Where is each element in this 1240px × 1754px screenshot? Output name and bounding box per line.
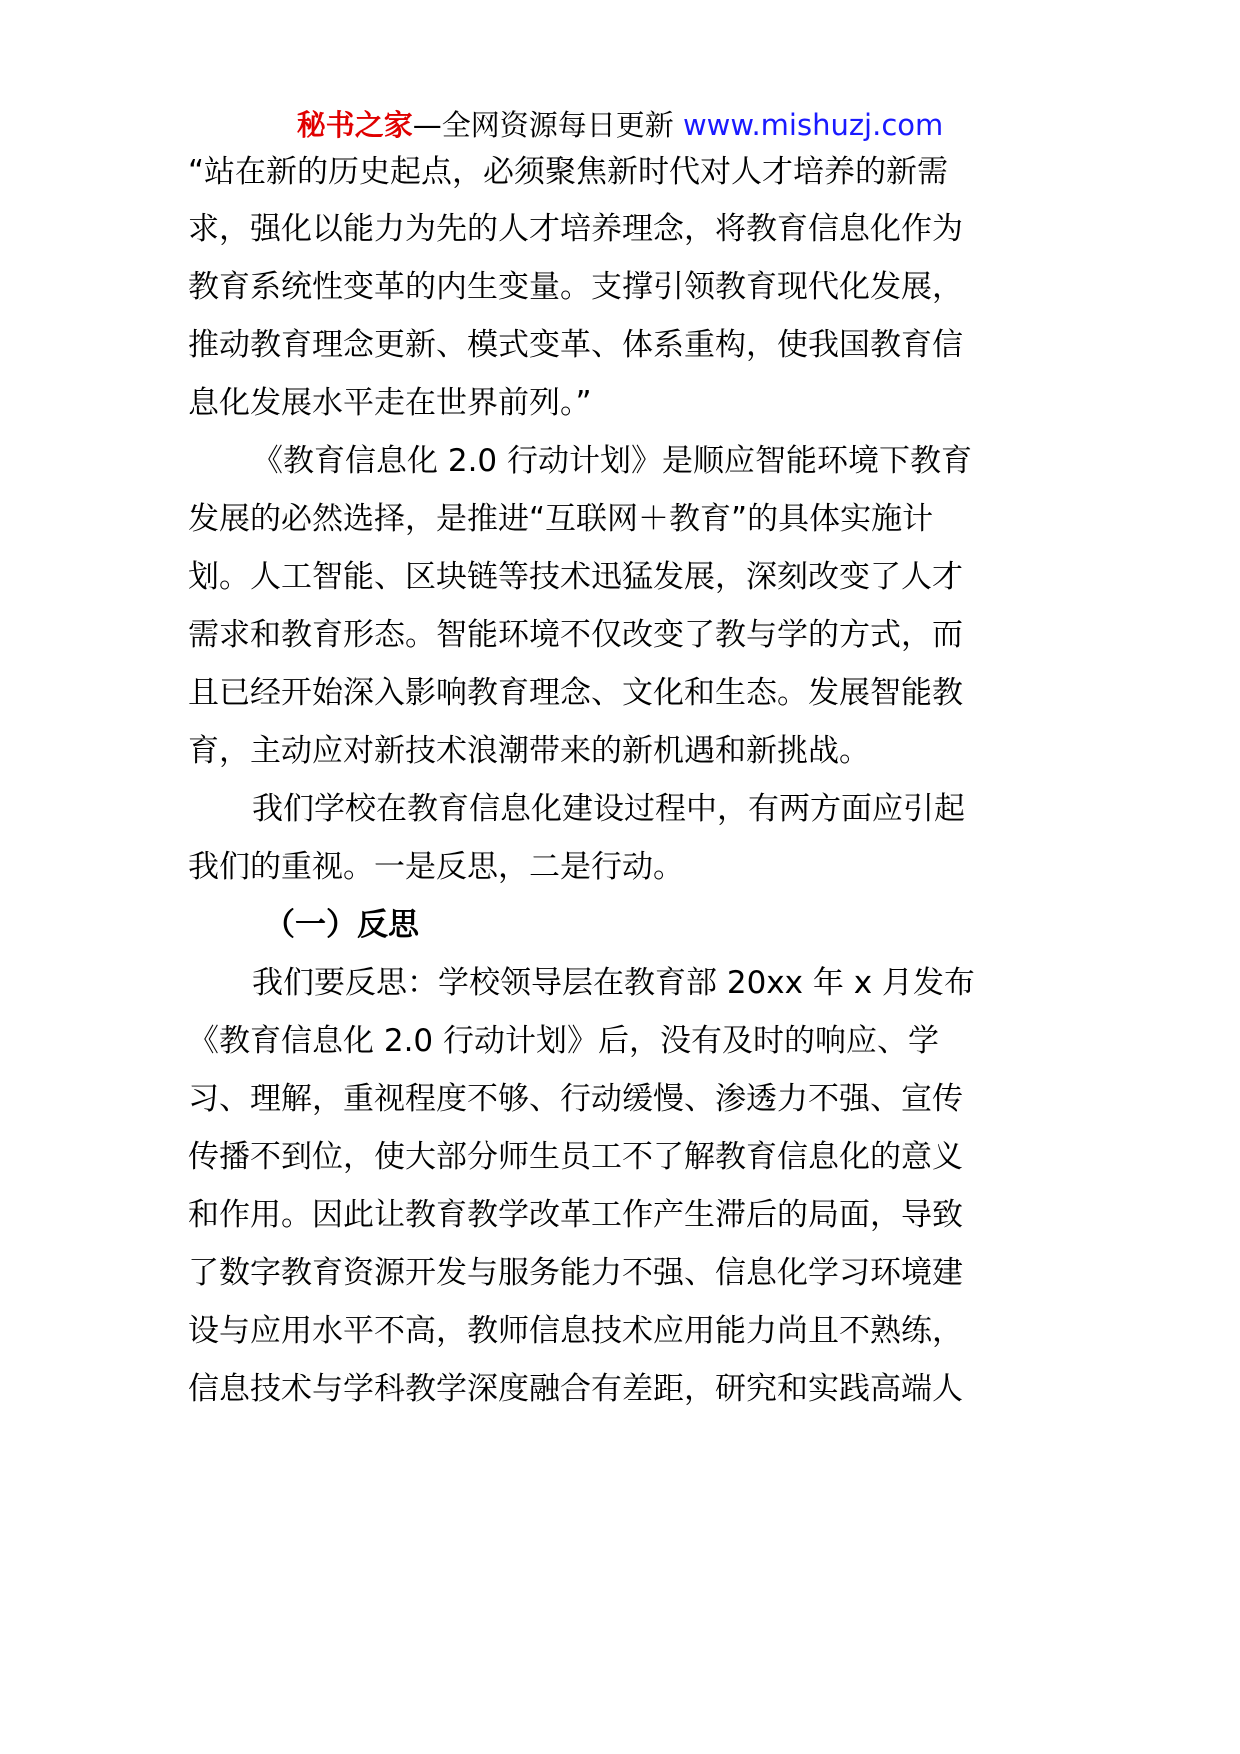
body-text-line: 传播不到位，使大部分师生员工不了解教育信息化的意义 <box>188 1139 963 1175</box>
section-heading: （一）反思 <box>264 907 419 943</box>
paragraph-first-line: 我们要反思：学校领导层在教育部 20xx 年 x 月发布 <box>252 965 975 1001</box>
body-text-line: 推动教育理念更新、模式变革、体系重构，使我国教育信 <box>188 327 963 363</box>
page-header <box>0 100 1240 150</box>
paragraph-first-line: 我们学校在教育信息化建设过程中，有两方面应引起 <box>252 791 965 827</box>
body-text-line: 设与应用水平不高，教师信息技术应用能力尚且不熟练， <box>188 1313 963 1349</box>
body-text-line: 且已经开始深入影响教育理念、文化和生态。发展智能教 <box>188 675 963 711</box>
body-text-line: 和作用。因此让教育教学改革工作产生滞后的局面，导致 <box>188 1197 963 1233</box>
brand-name: 秘书之家 <box>296 108 413 142</box>
body-text-line: 发展的必然选择，是推进“互联网＋教育”的具体实施计 <box>188 501 934 537</box>
body-text-line: 教育系统性变革的内生变量。支撑引领教育现代化发展， <box>188 269 963 305</box>
body-text-line: 需求和教育形态。智能环境不仅改变了教与学的方式，而 <box>188 617 963 653</box>
body-text-line: 了数字教育资源开发与服务能力不强、信息化学习环境建 <box>188 1255 963 1291</box>
body-text-line: 求，强化以能力为先的人才培养理念，将教育信息化作为 <box>188 211 963 247</box>
body-text-line: 我们的重视。一是反思，二是行动。 <box>188 849 684 885</box>
body-text-line: 《教育信息化 2.0 行动计划》后，没有及时的响应、学 <box>188 1023 940 1059</box>
body-text-line: 划。人工智能、区块链等技术迅猛发展，深刻改变了人才 <box>188 559 963 595</box>
body-text-line: 信息技术与学科教学深度融合有差距，研究和实践高端人 <box>188 1371 963 1407</box>
paragraph-first-line: 《教育信息化 2.0 行动计划》是顺应智能环境下教育 <box>252 443 973 479</box>
body-text-line: 育，主动应对新技术浪潮带来的新机遇和新挑战。 <box>188 733 870 769</box>
body-text-line: 息化发展水平走在世界前列。” <box>188 385 592 421</box>
header-tagline: —全网资源每日更新 <box>412 108 683 142</box>
body-text-line: “站在新的历史起点，必须聚焦新时代对人才培养的新需 <box>188 154 949 190</box>
header-url-link[interactable]: www.mishuzj.com <box>682 108 944 142</box>
body-text-line: 习、理解，重视程度不够、行动缓慢、渗透力不强、宣传 <box>188 1081 963 1117</box>
